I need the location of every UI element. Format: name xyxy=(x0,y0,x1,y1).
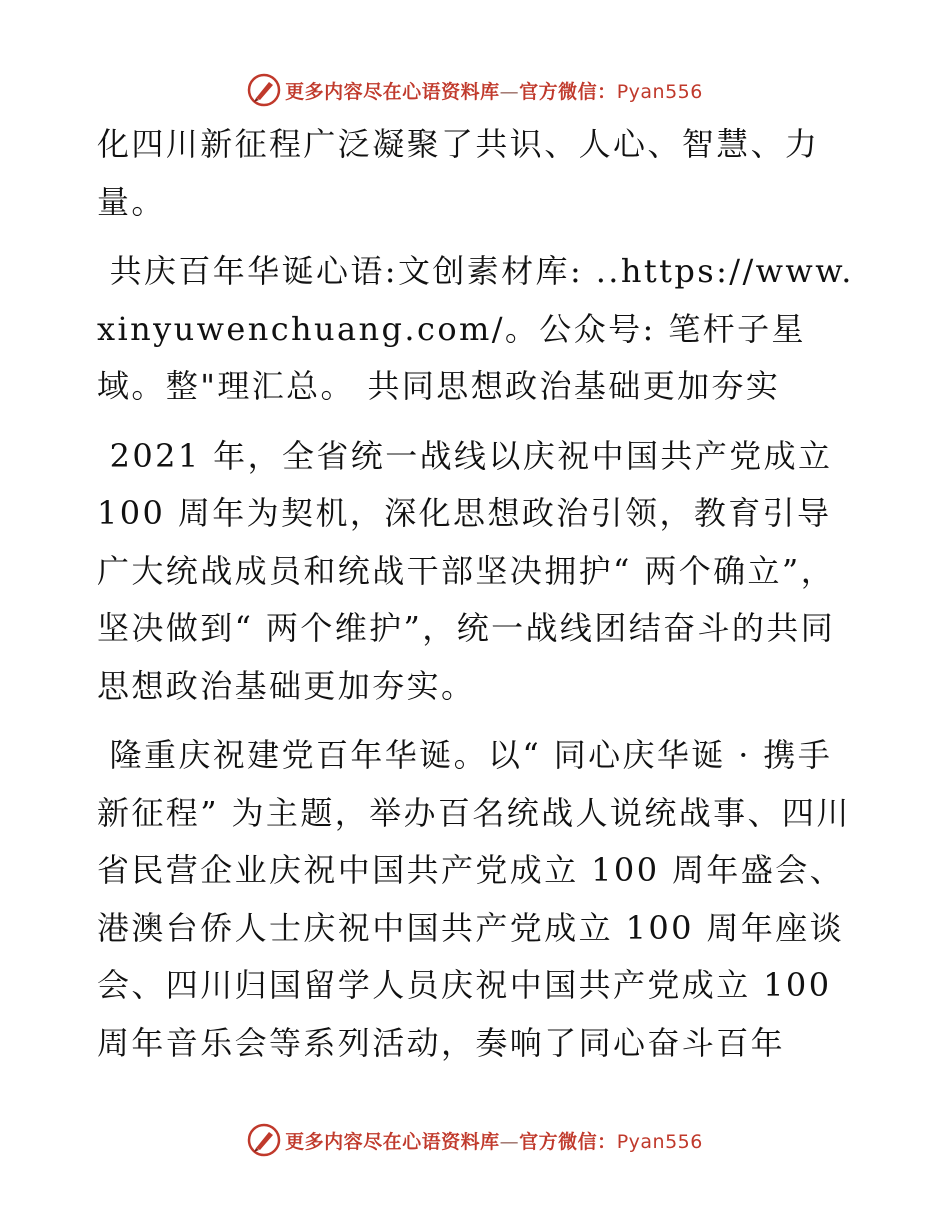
watermark-wechat-id: Pyan556 xyxy=(616,1130,703,1153)
quill-logo-icon xyxy=(247,1123,281,1157)
header-watermark xyxy=(0,70,950,110)
document-body xyxy=(97,116,857,1072)
watermark-text xyxy=(285,1127,703,1154)
watermark-wechat-label: 官方微信： xyxy=(519,1130,617,1153)
watermark-dash: — xyxy=(499,1130,520,1153)
paragraph: 2021 年，全省统一战线以庆祝中国共产党成立 100 周年为契机，深化思想政治引领，教育引导广大统战成员和统战干部坚决拥护“ 两个确立”，坚决做到“ 两个维护”，统一战线团结奋斗的共同思想政治基础更加夯实。 xyxy=(97,436,845,705)
paragraph: 隆重庆祝建党百年华诞。以“ 同心庆华诞 · 携手新征程” 为主题，举办百名统战人说统战事、四川省民营企业庆祝中国共产党成立 100 周年盛会、港澳台侨人士庆祝中国共产党成立 100 周年座谈会、四川归国留学人员庆祝中国共产党成立 100 周年音乐会等系列活动，奏响了同心奋斗百年 xyxy=(97,736,851,1062)
watermark-site: 更多内容尽在心语资料库 xyxy=(285,80,500,103)
watermark-text xyxy=(285,77,703,104)
quill-logo-icon xyxy=(247,73,281,107)
watermark-wechat-id: Pyan556 xyxy=(616,80,703,103)
watermark-wechat-label: 官方微信： xyxy=(519,80,617,103)
paragraph-with-link: 共庆百年华诞心语:文创素材库: ..https://www.xinyuwenchuang.com/。公众号: 笔杆子星域。整"理汇总。 共同思想政治基础更加夯实 xyxy=(97,252,854,405)
paragraph: 化四川新征程广泛凝聚了共识、人心、智慧、力量。 xyxy=(97,125,820,221)
watermark-dash: — xyxy=(499,80,520,103)
watermark-site: 更多内容尽在心语资料库 xyxy=(285,1130,500,1153)
footer-watermark xyxy=(0,1120,950,1160)
